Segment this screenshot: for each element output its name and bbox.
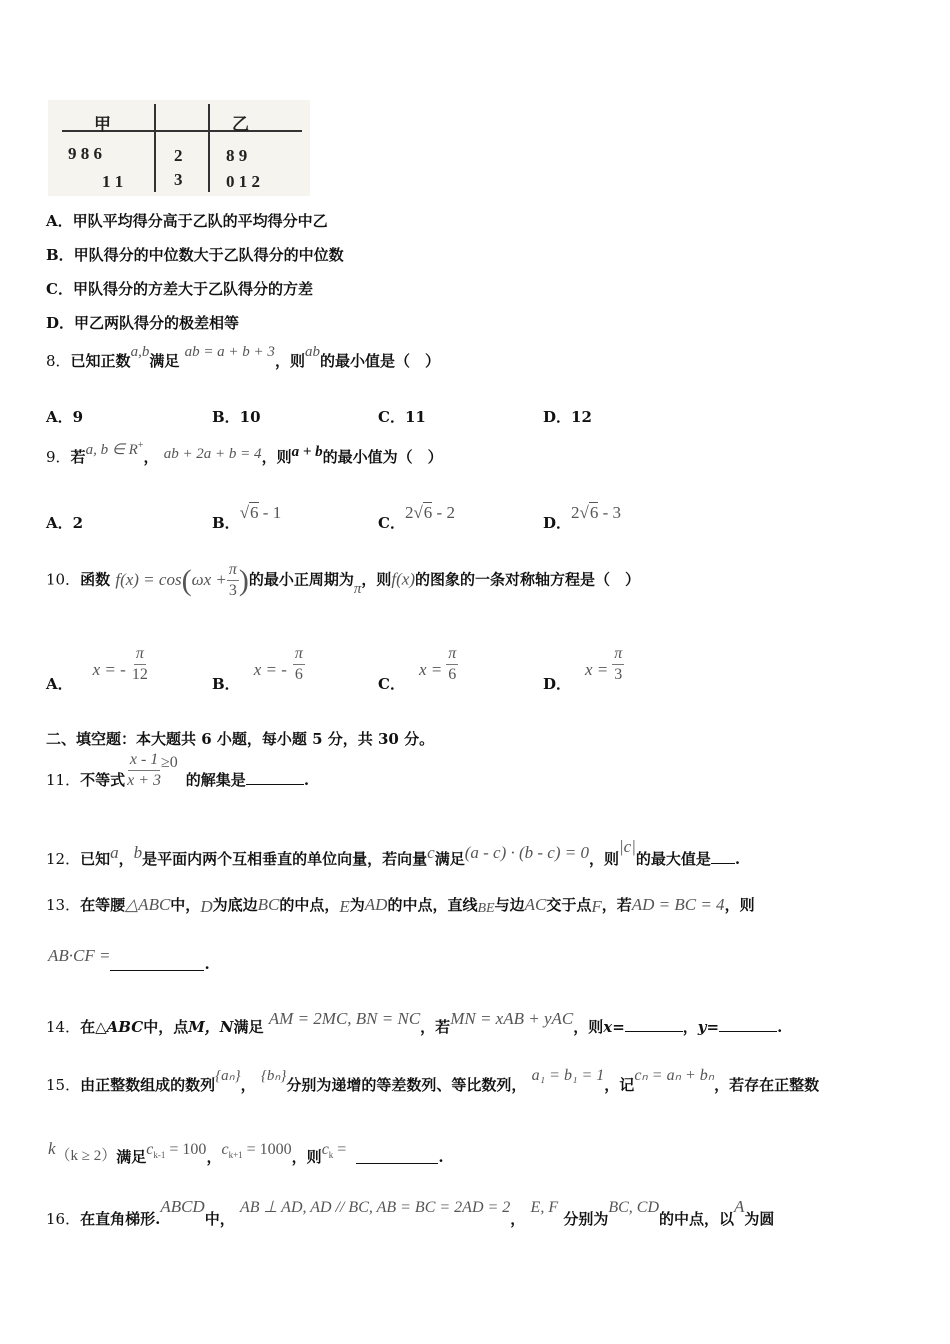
q7-option-a: A．甲队平均得分高于乙队的平均得分中乙 — [46, 212, 328, 230]
q8-option-a: A．9 — [46, 408, 84, 426]
question-16: 16．在直角梯形.ABCD中， AB ⊥ AD, AD // BC, AB = BC = 2AD = 2， E, F 分别为BC, CD的中点，以A为圆 — [46, 1197, 775, 1228]
q7-option-d: D．甲乙两队得分的极差相等 — [46, 314, 240, 332]
question-14: 14．在△ABC中，点M，N满足 AM = 2MC, BN = NC，若MN = xAB + yAC，则x= ，y= . — [46, 1009, 783, 1036]
question-10: 10．函数 f(x) = cos(ωx + $\frac{\pi}{3}$ )的最小正周期为π，则f(x)的图象的一条对称轴方程是（ ） — [46, 561, 641, 599]
row2-stem: 3 — [174, 170, 183, 189]
q9-option-a: A．2 — [46, 514, 84, 532]
q10-option-b: B．x = - $\frac{\pi}{6}$ — [212, 645, 303, 693]
row1-left-leaves: 9 8 6 — [68, 144, 102, 163]
q10-option-d: D．x = $\frac{\pi}{3}$ — [543, 645, 623, 693]
question-15-line2: k（k ≥ 2）满足$c_{k-1} = 100$，$c_{k+1} = 1000$，则$c_k$ = . — [48, 1139, 444, 1166]
question-9: 9．若a, b ∈ R+， ab + 2a + b = 4，则a + b的最小值为（ ） — [46, 440, 443, 466]
q10-option-c: C．x = $\frac{\pi}{6}$ — [378, 645, 457, 693]
table-header-left: 甲 — [94, 115, 111, 134]
stem-left-rule — [154, 104, 156, 192]
question-13: 13．在等腰△ABC中，D为底边BC的中点，E为AD的中点，直线BE与边AC交于点F，若AD = BC = 4，则 — [46, 895, 755, 916]
question-12: 12．已知a，b是平面内两个互相垂直的单位向量，若向量c满足(a - c) · (b - c) = 0，则|c|的最大值是 . — [46, 837, 741, 868]
q9-option-d: D．2√6 - 3 — [543, 503, 622, 532]
row1-stem: 2 — [174, 146, 183, 165]
row1-right-leaves: 8 9 — [226, 146, 248, 165]
stem-right-rule — [208, 104, 210, 192]
question-13-line2: AB·CF = . — [48, 946, 210, 973]
q8-option-c: C．11 — [378, 408, 426, 426]
q8-option-d: D．12 — [543, 408, 592, 426]
stem-leaf-table — [48, 100, 310, 196]
q7-option-c: C．甲队得分的方差大于乙队得分的方差 — [46, 280, 313, 298]
q10-option-a: A．x = - $\frac{\pi}{12}$ — [46, 645, 148, 693]
question-11: 11．不等式 $\frac{x - 1}{x + 3}$ ≥0的解集是 . — [46, 751, 310, 789]
question-8: 8．已知正数a,b满足 ab = a + b + 3，则ab的最小值是（ ） — [46, 344, 440, 370]
question-15: 15．由正整数组成的数列{aₙ}， {bₙ}分别为递增的等差数列、等比数列， a₁ = b₁ = 1，记cₙ = aₙ + bₙ，若存在正整数 — [46, 1067, 820, 1094]
row2-right-leaves: 0 1 2 — [226, 172, 260, 191]
table-header-right: 乙 — [232, 115, 249, 134]
row2-left-leaves: 1 1 — [102, 172, 124, 191]
q8-option-b: B．10 — [212, 408, 261, 426]
q9-option-b: B．√6 - 1 — [212, 503, 282, 532]
q9-option-c: C．2√6 - 2 — [378, 503, 455, 532]
section-2-heading: 二、填空题：本大题共 6 小题，每小题 5 分，共 30 分。 — [46, 730, 435, 748]
q7-option-b: B．甲队得分的中位数大于乙队得分的中位数 — [46, 246, 344, 264]
